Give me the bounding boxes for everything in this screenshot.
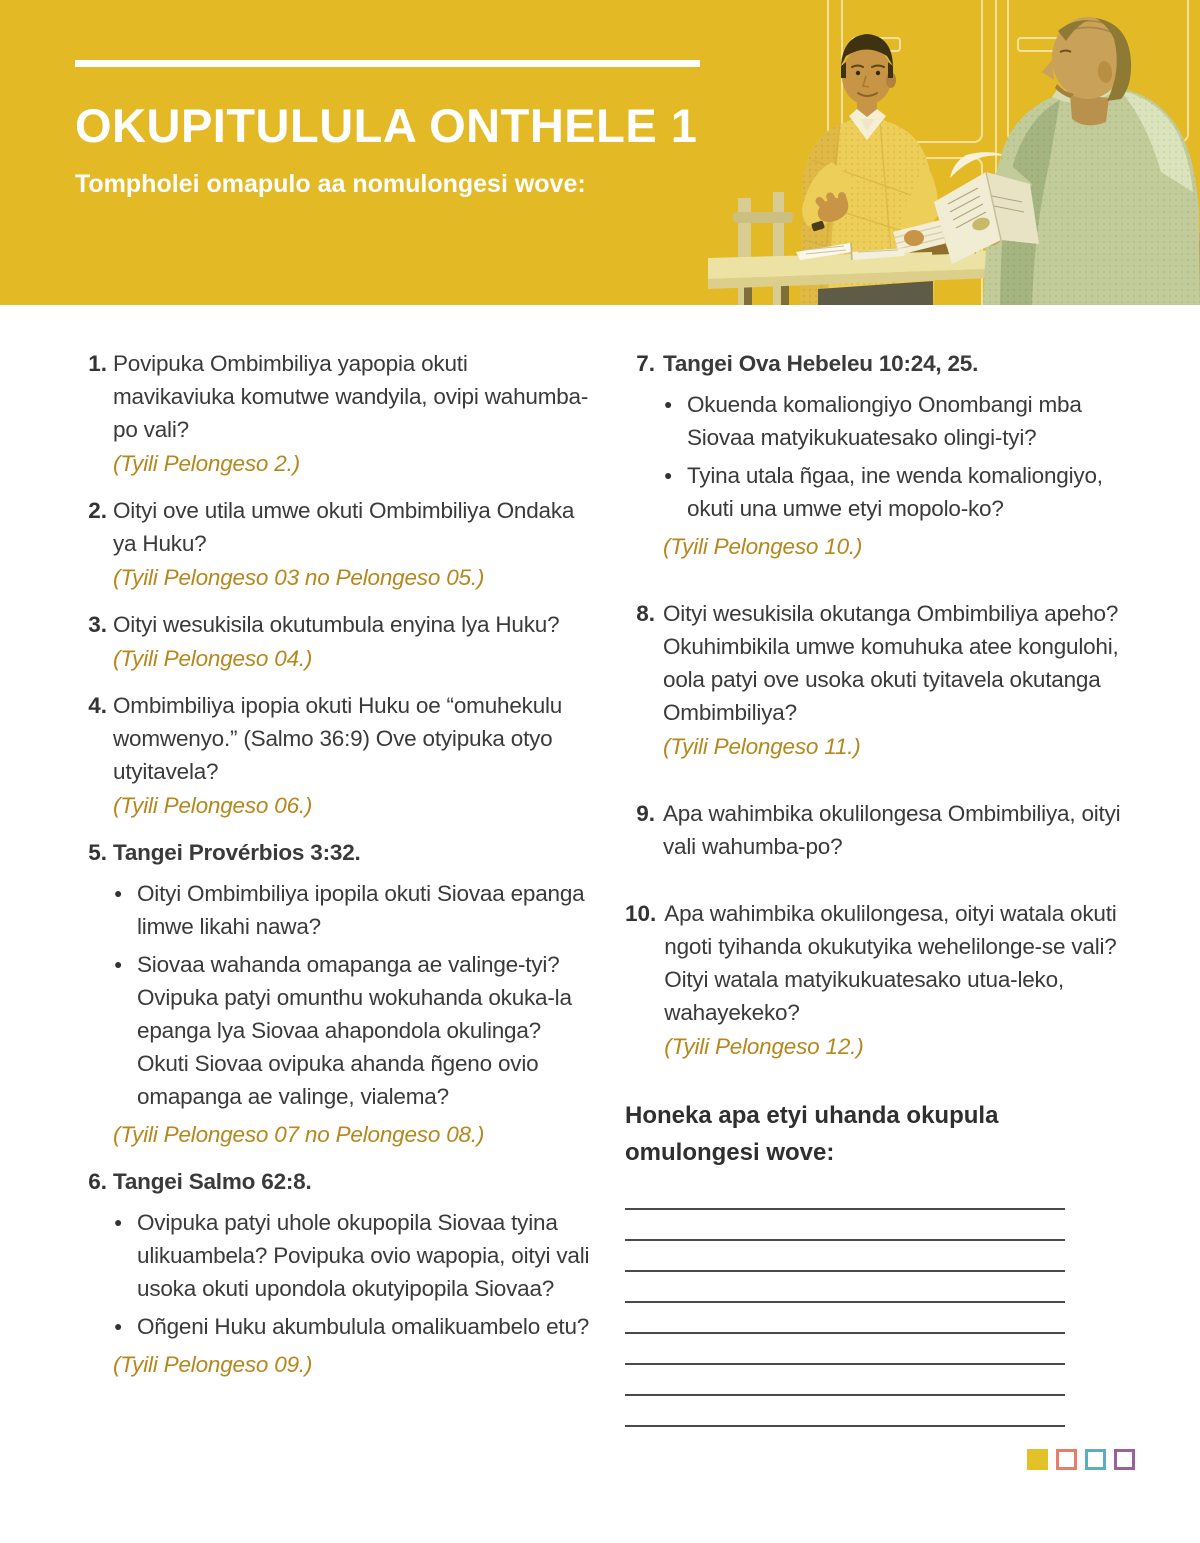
- answer-line: [625, 1210, 1065, 1241]
- bible-study-illustration: [700, 0, 1200, 305]
- question-number: 5.: [88, 840, 107, 865]
- question-number: 6.: [88, 1169, 107, 1194]
- answer-lines: [625, 1179, 1065, 1427]
- bullet-item: ● Oityi Ombimbiliya ipopila okuti Siovaa epanga limwe likahi nawa?: [113, 877, 592, 943]
- bullet-item: ● Oñgeni Huku akumbulula omalikuambelo etu?: [113, 1310, 592, 1343]
- coral-outline-square: [1056, 1449, 1077, 1470]
- answer-line: [625, 1241, 1065, 1272]
- yellow-filled-square: [1027, 1449, 1048, 1470]
- questions-column-right: [625, 347, 1135, 1470]
- question-text: Apa wahimbika okulilongesa, oityi watala okuti ngoti tyihanda okukutyika wehelilonge-se vali? Oityi watala matyikukuatesako utua-leko, wahayekeko?: [664, 901, 1117, 1025]
- question-text: Oityi ove utila umwe okuti Ombimbiliya Ondaka ya Huku?: [113, 498, 575, 556]
- answer-line: [625, 1303, 1065, 1334]
- header-rule: [75, 60, 708, 67]
- question-heading: Tangei Ova Hebeleu 10:24, 25.: [663, 351, 979, 376]
- answer-line: [625, 1396, 1065, 1427]
- question-number: 4.: [88, 693, 107, 718]
- question-reference: (Tyili Pelongeso 06.): [113, 793, 313, 818]
- bullet-item: ● Ovipuka patyi uhole okupopila Siovaa tyina ulikuambela? Povipuka ovio wapopia, oityi vali usoka okuti upondola okutyipopila Siovaa?: [113, 1206, 592, 1305]
- answer-line: [625, 1365, 1065, 1396]
- question-reference: (Tyili Pelongeso 07 no Pelongeso 08.): [113, 1122, 485, 1147]
- question-text: Oityi wesukisila okutumbula enyina lya Huku?: [113, 612, 560, 637]
- question-number: 7.: [636, 351, 655, 376]
- bullet-item: ● Okuenda komaliongiyo Onombangi mba Siovaa matyikukuatesako olingi-tyi?: [663, 388, 1135, 454]
- question-bullets: [113, 1206, 592, 1343]
- bullet-item: ● Tyina utala ñgaa, ine wenda komaliongiyo, okuti una umwe etyi mopolo-ko?: [663, 459, 1135, 525]
- question-reference: (Tyili Pelongeso 11.): [663, 734, 861, 759]
- answer-line: [625, 1179, 1065, 1210]
- question-7: [625, 347, 1135, 563]
- page-subtitle: Tompholei omapulo aa nomulongesi wove:: [75, 170, 586, 198]
- question-number: 2.: [88, 498, 107, 523]
- question-number: 1.: [88, 351, 107, 376]
- answer-line: [625, 1334, 1065, 1365]
- question-reference: (Tyili Pelongeso 12.): [664, 1034, 864, 1059]
- purple-outline-square: [1114, 1449, 1135, 1470]
- question-8: [625, 597, 1135, 763]
- question-reference: (Tyili Pelongeso 10.): [663, 534, 863, 559]
- questions-column-left: [85, 347, 592, 1395]
- question-number: 3.: [88, 612, 107, 637]
- question-text: Povipuka Ombimbiliya yapopia okuti mavikaviuka komutwe wandyila, ovipi wahumba-po vali?: [113, 351, 589, 442]
- page-header: [0, 0, 1200, 305]
- question-number: 9.: [636, 801, 655, 826]
- question-1: [85, 347, 592, 480]
- question-bullets: [113, 877, 592, 1113]
- bullet-item: ● Siovaa wahanda omapanga ae valinge-tyi? Ovipuka patyi omunthu wokuhanda okuka-la epanga lya Siovaa ahapondola okulinga? Okuti Siovaa ovipuka ahanda ñgeno ovio omapanga ae valinge, vialema?: [113, 948, 592, 1113]
- question-heading: Tangei Provérbios 3:32.: [113, 840, 361, 865]
- question-reference: (Tyili Pelongeso 2.): [113, 451, 300, 476]
- question-6: [85, 1165, 592, 1381]
- question-number: 10.: [625, 901, 657, 926]
- question-2: [85, 494, 592, 594]
- answer-line: [625, 1272, 1065, 1303]
- question-3: [85, 608, 592, 675]
- teal-outline-square: [1085, 1449, 1106, 1470]
- footer-color-squares: [625, 1449, 1135, 1470]
- question-text: Ombimbiliya ipopia okuti Huku oe “omuhekulu womwenyo.” (Salmo 36:9) Ove otyipuka otyo utyitavela?: [113, 693, 563, 784]
- question-reference: (Tyili Pelongeso 09.): [113, 1352, 313, 1377]
- question-bullets: [663, 388, 1135, 525]
- question-reference: (Tyili Pelongeso 04.): [113, 646, 313, 671]
- question-heading: Tangei Salmo 62:8.: [113, 1169, 312, 1194]
- question-text: Apa wahimbika okulilongesa Ombimbiliya, oityi vali wahumba-po?: [663, 801, 1121, 859]
- question-4: [85, 689, 592, 822]
- question-text: Oityi wesukisila okutanga Ombimbiliya apeho? Okuhimbikila umwe komuhuka atee kongulohi, oola patyi ove usoka okuti tyitavela okutanga Ombimbiliya?: [663, 601, 1119, 725]
- question-10: [625, 897, 1135, 1063]
- page-title: OKUPITULULA ONTHELE 1: [75, 99, 698, 152]
- write-in-prompt: Honeka apa etyi uhanda okupula omulongesi wove:: [625, 1102, 999, 1166]
- question-5: [85, 836, 592, 1151]
- question-9: [625, 797, 1135, 863]
- question-reference: (Tyili Pelongeso 03 no Pelongeso 05.): [113, 565, 485, 590]
- question-number: 8.: [636, 601, 655, 626]
